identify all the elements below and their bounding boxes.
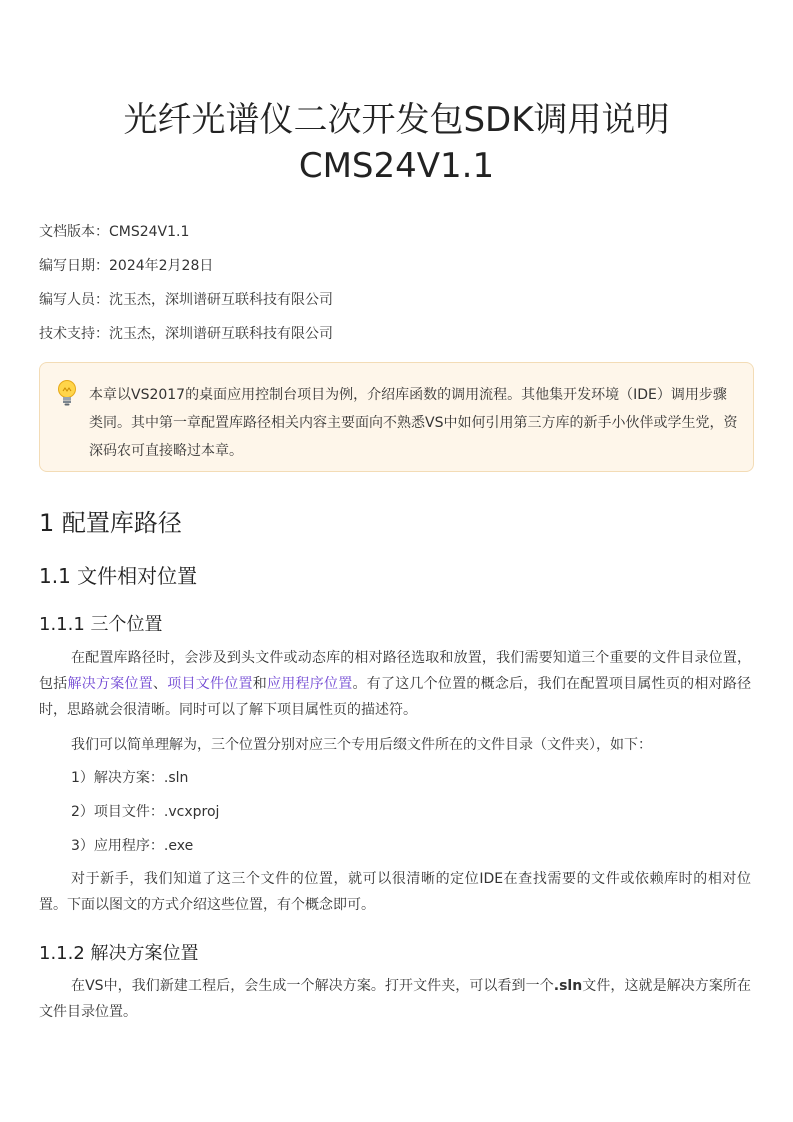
paragraph-text: 在VS中，我们新建工程后，会生成一个解决方案。打开文件夹，可以看到一个 bbox=[71, 978, 554, 994]
section-heading-1-1-2: 1.1.2 解决方案位置 bbox=[39, 943, 199, 964]
section-heading-1-1-1: 1.1.1 三个位置 bbox=[39, 614, 163, 635]
list-item-project: 2）项目文件：.vcxproj bbox=[71, 804, 220, 820]
meta-date: 编写日期：2024年2月28日 bbox=[39, 258, 214, 274]
paragraph-text: 文件，这就是解决方案所在文件目录位置。 bbox=[39, 978, 751, 1020]
link-application-location[interactable]: 应用程序位置 bbox=[266, 676, 353, 692]
callout-box bbox=[39, 362, 754, 472]
callout-text: 本章以VS2017的桌面应用控制台项目为例，介绍库函数的调用流程。其他集开发环境（IDE）调用步骤类同。其中第一章配置库路径相关内容主要面向不熟悉VS中如何引用第三方库的新手小伙伴或学生党，资深码农可直接略过本章。 bbox=[89, 387, 738, 459]
section-heading-1: 1 配置库路径 bbox=[39, 509, 182, 537]
meta-support: 技术支持：沈玉杰，深圳谱研互联科技有限公司 bbox=[39, 326, 333, 342]
list-item-solution: 1）解决方案：.sln bbox=[71, 770, 189, 786]
document-version-title: CMS24V1.1 bbox=[298, 146, 495, 186]
link-solution-location[interactable]: 解决方案位置 bbox=[67, 676, 153, 692]
lightbulb-icon bbox=[56, 379, 78, 407]
section-heading-1-1: 1.1 文件相对位置 bbox=[39, 564, 198, 588]
separator-text: 、 bbox=[152, 676, 168, 692]
paragraph-text: 。有了这几个位置的概念后，我们在配置项目属性页的相对路径时，思路就会很清晰。同时可以了解下项目属性页的描述符。 bbox=[39, 676, 752, 718]
paragraph-solution-location bbox=[39, 973, 751, 1025]
paragraph-text: 在配置库路径时，会涉及到头文件或动态库的相对路径选取和放置，我们需要知道三个重要的文件目录位置，包括 bbox=[39, 650, 751, 692]
link-project-location[interactable]: 项目文件位置 bbox=[167, 676, 253, 692]
document-title: 光纤光谱仪二次开发包SDK调用说明 bbox=[123, 100, 670, 140]
paragraph-suffix-files: 我们可以简单理解为，三个位置分别对应三个专用后缀文件所在的文件目录（文件夹），如下： bbox=[71, 737, 652, 753]
paragraph-three-locations bbox=[39, 645, 751, 723]
sln-extension: .sln bbox=[553, 978, 583, 994]
separator-text: 和 bbox=[252, 676, 267, 692]
paragraph-beginners: 对于新手，我们知道了这三个文件的位置，就可以很清晰的定位IDE在查找需要的文件或依赖库时的相对位置。下面以图文的方式介绍这些位置，有个概念即可。 bbox=[39, 871, 751, 913]
list-item-application: 3）应用程序：.exe bbox=[71, 838, 194, 854]
meta-author: 编写人员：沈玉杰，深圳谱研互联科技有限公司 bbox=[39, 292, 333, 308]
meta-doc-version: 文档版本：CMS24V1.1 bbox=[39, 224, 190, 240]
